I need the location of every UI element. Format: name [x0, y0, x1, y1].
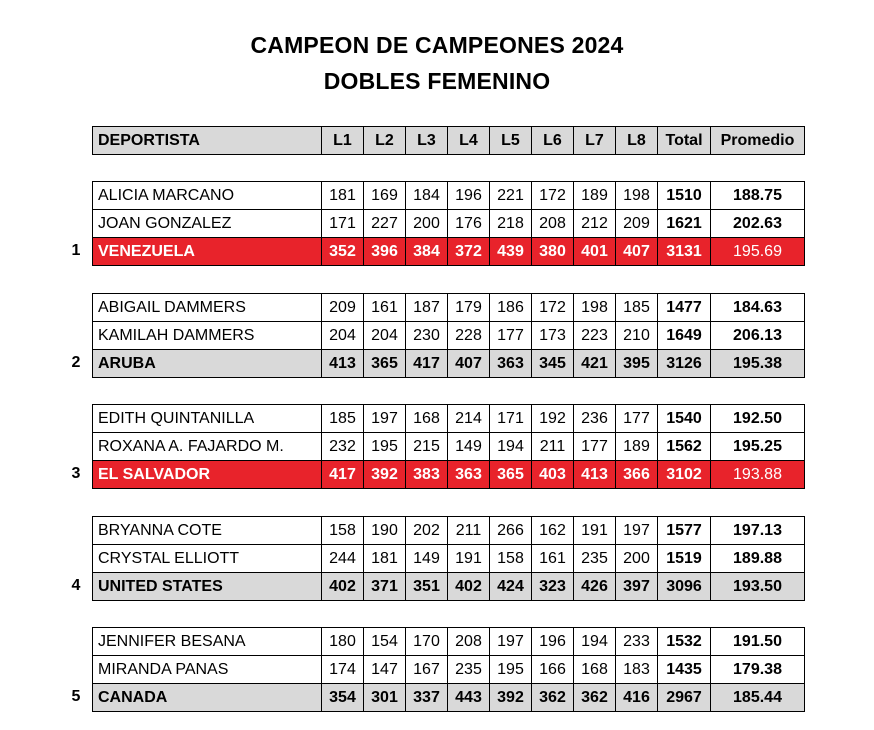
country-score-l6: 380	[532, 238, 574, 266]
game-score-l1: 204	[322, 322, 364, 350]
player-total: 1519	[658, 545, 711, 573]
game-score-l1: 244	[322, 545, 364, 573]
game-score-l2: 197	[364, 405, 406, 433]
player-average: 184.63	[711, 294, 805, 322]
country-score-l7: 413	[574, 461, 616, 489]
game-score-l8: 209	[616, 210, 658, 238]
game-score-l3: 149	[406, 545, 448, 573]
player-row	[93, 545, 805, 573]
team-table	[92, 293, 805, 378]
game-score-l7: 189	[574, 182, 616, 210]
player-total: 1562	[658, 433, 711, 461]
country-score-l4: 363	[448, 461, 490, 489]
player-total: 1540	[658, 405, 711, 433]
player-total: 1532	[658, 628, 711, 656]
country-score-l6: 403	[532, 461, 574, 489]
game-score-l3: 184	[406, 182, 448, 210]
game-score-l1: 158	[322, 517, 364, 545]
game-score-l8: 185	[616, 294, 658, 322]
player-name: MIRANDA PANAS	[93, 656, 322, 684]
player-average: 192.50	[711, 405, 805, 433]
country-score-l7: 401	[574, 238, 616, 266]
game-score-l1: 232	[322, 433, 364, 461]
country-score-l8: 416	[616, 684, 658, 712]
player-total: 1577	[658, 517, 711, 545]
country-score-l6: 362	[532, 684, 574, 712]
team-table	[92, 627, 805, 712]
game-score-l3: 168	[406, 405, 448, 433]
game-score-l1: 185	[322, 405, 364, 433]
country-score-l2: 371	[364, 573, 406, 601]
game-score-l5: 158	[490, 545, 532, 573]
rank-number: 4	[71, 577, 81, 594]
game-score-l8: 198	[616, 182, 658, 210]
country-score-l5: 363	[490, 350, 532, 378]
rank-number: 3	[71, 465, 81, 482]
game-score-l8: 233	[616, 628, 658, 656]
game-score-l2: 169	[364, 182, 406, 210]
game-score-l5: 171	[490, 405, 532, 433]
country-row	[93, 238, 805, 266]
game-score-l2: 161	[364, 294, 406, 322]
country-score-l4: 372	[448, 238, 490, 266]
player-name: JOAN GONZALEZ	[93, 210, 322, 238]
country-score-l2: 301	[364, 684, 406, 712]
game-score-l7: 223	[574, 322, 616, 350]
game-score-l8: 177	[616, 405, 658, 433]
game-score-l1: 181	[322, 182, 364, 210]
country-score-l1: 417	[322, 461, 364, 489]
country-average: 193.88	[711, 461, 805, 489]
game-score-l2: 227	[364, 210, 406, 238]
game-score-l7: 191	[574, 517, 616, 545]
page-title: CAMPEON DE CAMPEONES 2024	[250, 32, 624, 58]
column-header-l7: L7	[574, 127, 616, 155]
game-score-l6: 192	[532, 405, 574, 433]
game-score-l3: 167	[406, 656, 448, 684]
column-header-l1: L1	[322, 127, 364, 155]
player-total: 1649	[658, 322, 711, 350]
player-row	[93, 656, 805, 684]
game-score-l5: 195	[490, 656, 532, 684]
player-name: EDITH QUINTANILLA	[93, 405, 322, 433]
game-score-l7: 198	[574, 294, 616, 322]
header-table	[92, 126, 805, 155]
country-score-l8: 366	[616, 461, 658, 489]
player-name: CRYSTAL ELLIOTT	[93, 545, 322, 573]
game-score-l5: 266	[490, 517, 532, 545]
game-score-l1: 209	[322, 294, 364, 322]
country-average: 193.50	[711, 573, 805, 601]
country-score-l7: 362	[574, 684, 616, 712]
country-total: 3131	[658, 238, 711, 266]
game-score-l4: 214	[448, 405, 490, 433]
column-header-total: Total	[658, 127, 711, 155]
game-score-l7: 235	[574, 545, 616, 573]
game-score-l7: 236	[574, 405, 616, 433]
country-score-l4: 402	[448, 573, 490, 601]
game-score-l2: 204	[364, 322, 406, 350]
team-table	[92, 181, 805, 266]
player-name: ALICIA MARCANO	[93, 182, 322, 210]
country-total: 3102	[658, 461, 711, 489]
player-average: 188.75	[711, 182, 805, 210]
game-score-l4: 149	[448, 433, 490, 461]
country-score-l4: 407	[448, 350, 490, 378]
team-table	[92, 516, 805, 601]
game-score-l6: 173	[532, 322, 574, 350]
game-score-l7: 168	[574, 656, 616, 684]
country-score-l8: 397	[616, 573, 658, 601]
country-average: 195.38	[711, 350, 805, 378]
country-score-l3: 351	[406, 573, 448, 601]
player-average: 206.13	[711, 322, 805, 350]
game-score-l1: 174	[322, 656, 364, 684]
country-name: EL SALVADOR	[93, 461, 322, 489]
country-score-l7: 426	[574, 573, 616, 601]
game-score-l5: 177	[490, 322, 532, 350]
country-row	[93, 684, 805, 712]
country-total: 3096	[658, 573, 711, 601]
country-name: CANADA	[93, 684, 322, 712]
column-header-l3: L3	[406, 127, 448, 155]
page-subtitle: DOBLES FEMENINO	[323, 68, 551, 94]
game-score-l7: 212	[574, 210, 616, 238]
player-total: 1477	[658, 294, 711, 322]
country-score-l3: 384	[406, 238, 448, 266]
game-score-l8: 189	[616, 433, 658, 461]
game-score-l3: 230	[406, 322, 448, 350]
country-score-l3: 417	[406, 350, 448, 378]
country-score-l1: 413	[322, 350, 364, 378]
player-row	[93, 322, 805, 350]
game-score-l6: 172	[532, 182, 574, 210]
column-header-l5: L5	[490, 127, 532, 155]
game-score-l6: 172	[532, 294, 574, 322]
player-total: 1510	[658, 182, 711, 210]
player-row	[93, 182, 805, 210]
player-row	[93, 405, 805, 433]
game-score-l6: 196	[532, 628, 574, 656]
country-score-l6: 323	[532, 573, 574, 601]
game-score-l3: 170	[406, 628, 448, 656]
game-score-l4: 211	[448, 517, 490, 545]
game-score-l8: 200	[616, 545, 658, 573]
country-score-l3: 383	[406, 461, 448, 489]
country-average: 195.69	[711, 238, 805, 266]
player-row	[93, 517, 805, 545]
game-score-l6: 208	[532, 210, 574, 238]
game-score-l2: 195	[364, 433, 406, 461]
game-score-l4: 191	[448, 545, 490, 573]
country-score-l4: 443	[448, 684, 490, 712]
player-row	[93, 294, 805, 322]
game-score-l2: 181	[364, 545, 406, 573]
column-header-l2: L2	[364, 127, 406, 155]
game-score-l4: 179	[448, 294, 490, 322]
player-average: 202.63	[711, 210, 805, 238]
game-score-l6: 161	[532, 545, 574, 573]
game-score-l5: 221	[490, 182, 532, 210]
column-header-promedio: Promedio	[711, 127, 805, 155]
country-average: 185.44	[711, 684, 805, 712]
game-score-l5: 186	[490, 294, 532, 322]
country-score-l5: 392	[490, 684, 532, 712]
rank-number: 1	[71, 242, 81, 259]
country-score-l5: 424	[490, 573, 532, 601]
game-score-l2: 154	[364, 628, 406, 656]
country-score-l5: 439	[490, 238, 532, 266]
game-score-l7: 194	[574, 628, 616, 656]
country-score-l1: 352	[322, 238, 364, 266]
game-score-l7: 177	[574, 433, 616, 461]
country-name: ARUBA	[93, 350, 322, 378]
column-header-l6: L6	[532, 127, 574, 155]
header-row	[93, 127, 805, 155]
country-name: VENEZUELA	[93, 238, 322, 266]
player-name: JENNIFER BESANA	[93, 628, 322, 656]
game-score-l6: 211	[532, 433, 574, 461]
game-score-l8: 197	[616, 517, 658, 545]
country-total: 2967	[658, 684, 711, 712]
rank-number: 5	[71, 688, 81, 705]
game-score-l3: 187	[406, 294, 448, 322]
country-score-l3: 337	[406, 684, 448, 712]
country-score-l6: 345	[532, 350, 574, 378]
country-score-l5: 365	[490, 461, 532, 489]
game-score-l1: 171	[322, 210, 364, 238]
country-score-l8: 407	[616, 238, 658, 266]
country-score-l1: 402	[322, 573, 364, 601]
column-header-l8: L8	[616, 127, 658, 155]
country-total: 3126	[658, 350, 711, 378]
player-name: ROXANA A. FAJARDO M.	[93, 433, 322, 461]
player-name: ABIGAIL DAMMERS	[93, 294, 322, 322]
game-score-l5: 218	[490, 210, 532, 238]
player-total: 1621	[658, 210, 711, 238]
game-score-l3: 202	[406, 517, 448, 545]
player-average: 197.13	[711, 517, 805, 545]
country-score-l7: 421	[574, 350, 616, 378]
player-total: 1435	[658, 656, 711, 684]
player-row	[93, 433, 805, 461]
game-score-l3: 215	[406, 433, 448, 461]
game-score-l3: 200	[406, 210, 448, 238]
game-score-l1: 180	[322, 628, 364, 656]
game-score-l5: 197	[490, 628, 532, 656]
country-name: UNITED STATES	[93, 573, 322, 601]
game-score-l6: 166	[532, 656, 574, 684]
player-name: KAMILAH DAMMERS	[93, 322, 322, 350]
game-score-l2: 190	[364, 517, 406, 545]
country-score-l2: 396	[364, 238, 406, 266]
player-average: 191.50	[711, 628, 805, 656]
game-score-l5: 194	[490, 433, 532, 461]
player-name: BRYANNA COTE	[93, 517, 322, 545]
game-score-l6: 162	[532, 517, 574, 545]
player-row	[93, 628, 805, 656]
country-score-l2: 392	[364, 461, 406, 489]
game-score-l2: 147	[364, 656, 406, 684]
team-table	[92, 404, 805, 489]
player-average: 189.88	[711, 545, 805, 573]
rank-number: 2	[71, 354, 81, 371]
game-score-l4: 208	[448, 628, 490, 656]
country-score-l1: 354	[322, 684, 364, 712]
game-score-l4: 196	[448, 182, 490, 210]
column-header-deportista: DEPORTISTA	[93, 127, 322, 155]
game-score-l8: 183	[616, 656, 658, 684]
column-header-l4: L4	[448, 127, 490, 155]
game-score-l4: 176	[448, 210, 490, 238]
country-score-l2: 365	[364, 350, 406, 378]
game-score-l8: 210	[616, 322, 658, 350]
country-row	[93, 350, 805, 378]
player-average: 179.38	[711, 656, 805, 684]
country-row	[93, 461, 805, 489]
game-score-l4: 235	[448, 656, 490, 684]
player-average: 195.25	[711, 433, 805, 461]
country-score-l8: 395	[616, 350, 658, 378]
country-row	[93, 573, 805, 601]
player-row	[93, 210, 805, 238]
game-score-l4: 228	[448, 322, 490, 350]
